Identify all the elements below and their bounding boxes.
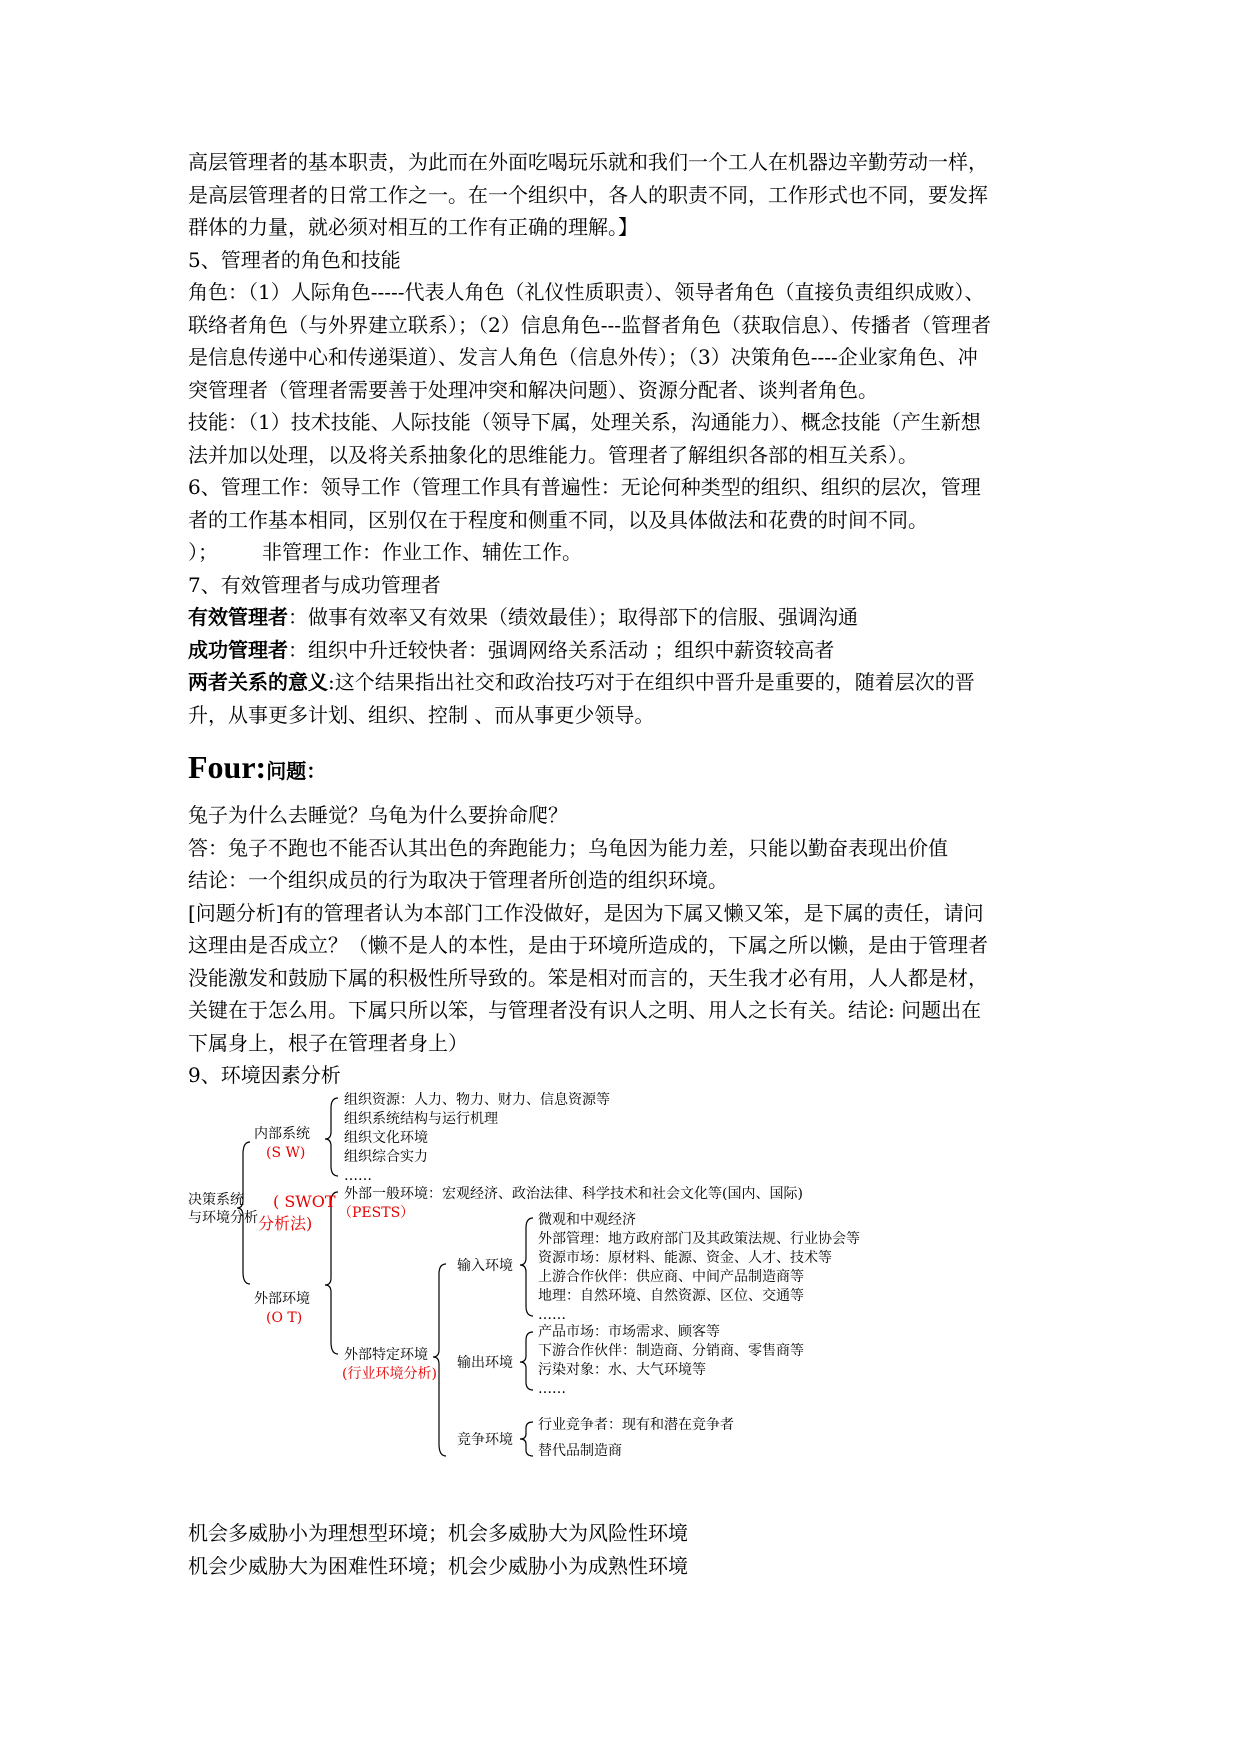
skills-line: 技能：（1）技术技能、人际技能（领导下属，处理关系，沟通能力）、概念技能（产生新想 [188,410,981,434]
conclusion-line: 机会多威胁小为理想型环境；机会多威胁大为风险性环境 [188,1521,688,1545]
competition-item: 替代品制造商 [538,1443,622,1459]
swot-label-line-1: ( SWOT [273,1192,336,1211]
internal-item: …… [344,1168,372,1184]
output-environment: 输出环境 [457,1355,513,1371]
closing-paren: ）； [188,540,218,564]
external-label: 外部环境 [254,1291,310,1307]
competition-brace [520,1422,533,1456]
relation-label: 两者关系的意义 [188,670,328,694]
section-6-last-line [188,536,1066,569]
four-heading-small: 问题： [266,759,327,783]
section-5-title: 5、管理者的角色和技能 [188,247,401,272]
output-item: 下游合作伙伴：制造商、分销商、零售商等 [538,1343,804,1359]
external-tag: (O T) [266,1310,303,1326]
internal-item: 组织资源：人力、物力、财力、信息资源等 [344,1092,610,1108]
input-item: 微观和中观经济 [538,1212,636,1228]
analysis-line: 没能激发和鼓励下属的积极性所导致的。笨是相对而言的，天生我才必有用，人人都是材， [188,965,988,990]
intro-line: 是高层管理者的日常工作之一。在一个组织中，各人的职责不同，工作形式也不同，要发挥 [188,182,988,207]
answer-line: 答：兔子不跑也不能否认其出色的奔跑能力；乌龟因为能力差，只能以勤奋表现出价值 [188,835,948,860]
section-6-line: 6、管理工作：领导工作（管理工作具有普遍性：无论何种类型的组织、组织的层次，管理 [188,475,981,499]
effective-manager-label: 有效管理者 [188,605,288,629]
output-brace [520,1332,533,1390]
environment-conclusions [188,1517,1066,1582]
intro-line: 高层管理者的基本职责，为此而在外面吃喝玩乐就和我们一个工人在机器边辛勤劳动一样， [188,150,988,174]
output-item: 污染对象：水、大气环境等 [538,1362,706,1378]
four-heading-big: Four: [188,749,267,785]
specific-brace [433,1264,446,1456]
external-brace [325,1192,338,1354]
internal-brace [325,1098,338,1176]
diagram-labels [188,1092,860,1459]
input-item: …… [538,1307,566,1323]
skills-line: 法并加以处理，以及将关系抽象化的思维能力。管理者了解组织各部的相互关系）。 [188,442,918,467]
conclusion-line: 结论：一个组织成员的行为取决于管理者所创造的组织环境。 [188,868,728,892]
competition-item: 行业竞争者：现有和潜在竞争者 [538,1417,734,1433]
roles-line: 突管理者（管理者需要善于处理冲突和解决问题）、资源分配者、谈判者角色。 [188,377,878,402]
internal-item: 组织文化环境 [344,1130,428,1146]
input-item: 上游合作伙伴：供应商、中间产品制造商等 [538,1269,804,1285]
competition-environment: 竞争环境 [457,1432,513,1448]
general-environment: 外部一般环境：宏观经济、政治法律、科学技术和社会文化等(国内、国际) [344,1186,803,1202]
roles-line: 是信息传递中心和传递渠道）、发言人角色（信息外传）；（3）决策角色----企业家角色、冲 [188,345,978,369]
internal-label: 内部系统 [254,1126,310,1142]
analysis-line: 这理由是否成立？（懒不是人的本性，是由于环境所造成的，下属之所以懒，是由于管理者 [188,933,988,957]
root-label-line-2: 与环境分析 [188,1210,258,1226]
relation-text: :这个结果指出社交和政治技巧对于在组织中晋升是重要的，随着层次的晋 [328,670,975,694]
environment-analysis-diagram [188,1092,988,1512]
non-management-work: 非管理工作：作业工作、辅佐工作。 [262,540,582,564]
effective-manager-line [188,601,1066,634]
relation-line [188,666,1066,699]
analysis-line: 下属身上，根子在管理者身上） [188,1030,468,1055]
relation-line: 升，从事更多计划、组织、控制 、而从事更少领导。 [188,702,655,727]
swot-label-line-2: 分析法) [258,1214,313,1233]
output-item: 产品市场：市场需求、顾客等 [538,1324,720,1340]
section-6-line: 者的工作基本相同，区别仅在于程度和侧重不同，以及具体做法和花费的时间不同。 [188,507,928,532]
internal-item: 组织综合实力 [344,1149,428,1165]
success-manager-label: 成功管理者 [188,637,288,662]
roles-line: 角色：（1）人际角色-----代表人角色（礼仪性质职责）、领导者角色（直接负责组织成败）、 [188,280,985,304]
output-item: …… [538,1381,566,1397]
success-manager-line [188,634,1066,667]
section-7-title: 7、有效管理者与成功管理者 [188,572,441,597]
internal-tag: (S W) [266,1145,306,1161]
success-manager-text: ：组织中升迁较快者：强调网络关系活动 ；组织中薪资较高者 [288,637,835,662]
specific-environment: 外部特定环境 [344,1347,428,1363]
four-heading [188,745,1066,793]
input-item: 地理：自然环境、自然资源、区位、交通等 [538,1288,804,1304]
general-environment-tag: （PESTS） [338,1205,415,1221]
intro-line: 群体的力量，就必须对相互的工作有正确的理解。】 [188,215,638,239]
input-environment: 输入环境 [457,1258,513,1274]
analysis-line: [问题分析]有的管理者认为本部门工作没做好，是因为下属又懒又笨，是下属的责任，请问 [188,900,984,925]
internal-item: 组织系统结构与运行机理 [344,1111,498,1127]
analysis-line: 关键在于怎么用。下属只所以笨，与管理者没有识人之明、用人之长有关。结论: 问题出在 [188,998,982,1022]
effective-manager-text: ：做事有效率又有效果（绩效最佳）；取得部下的信服、强调沟通 [288,605,858,629]
roles-line: 联络者角色（与外界建立联系）；（2）信息角色---监督者角色（获取信息）、传播者（管理者 [188,312,991,337]
document-body [188,146,1066,1092]
specific-environment-tag: (行业环境分析) [342,1366,437,1382]
conclusion-line: 机会少威胁大为困难性环境；机会少威胁小为成熟性环境 [188,1553,688,1578]
input-brace [520,1218,533,1316]
root-label-line-1: 决策系统 [188,1192,244,1208]
section-9-title: 9、环境因素分析 [188,1063,341,1087]
question-line: 兔子为什么去睡觉？乌龟为什么要拚命爬？ [188,803,568,827]
input-item: 资源市场：原材料、能源、资金、人才、技术等 [538,1250,832,1266]
input-item: 外部管理：地方政府部门及其政策法规、行业协会等 [538,1231,860,1247]
